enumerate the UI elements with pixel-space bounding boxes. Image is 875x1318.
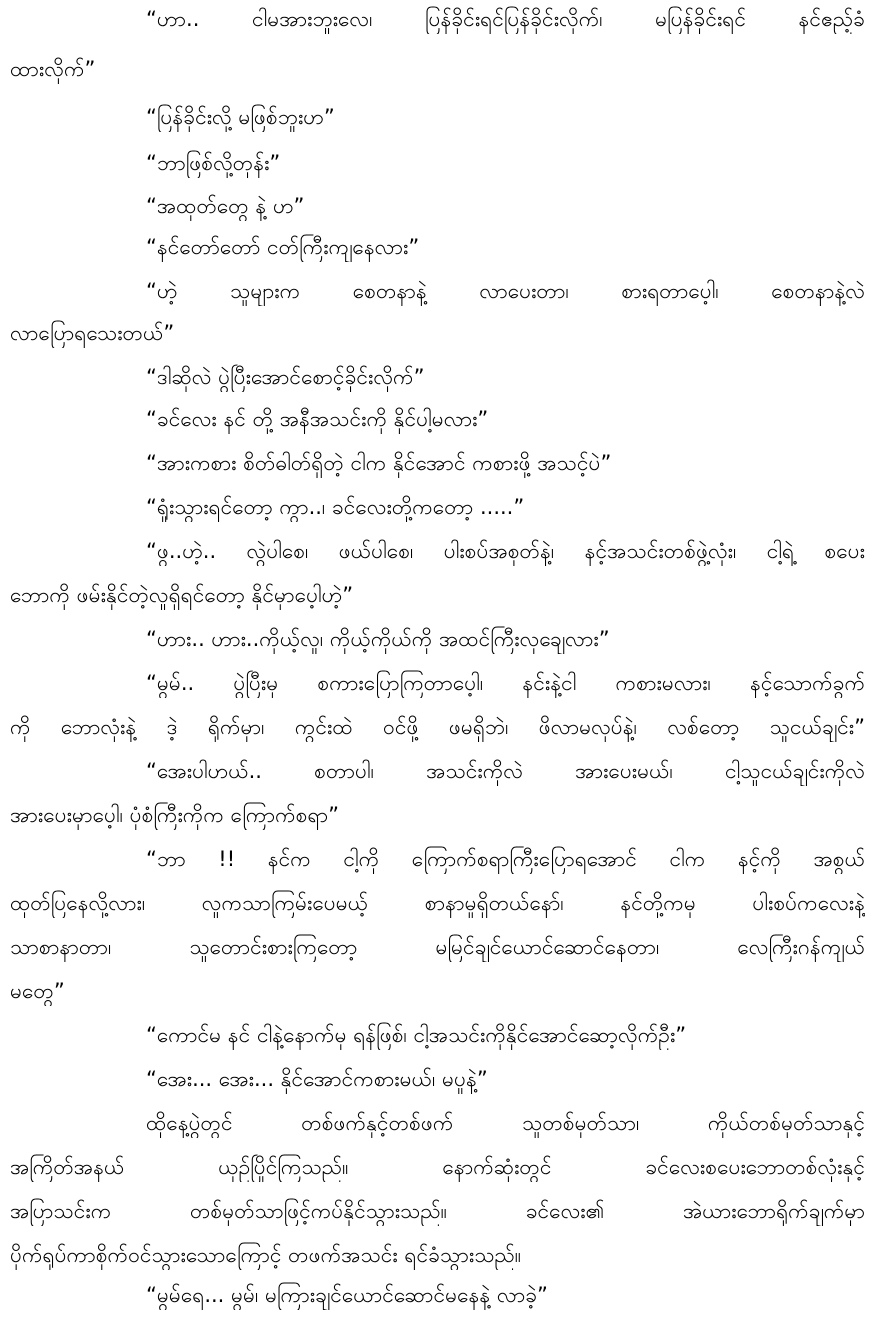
text-line-20: “ဘာ !! နင်က ငါ့ကို ကြောက်စရာကြီးပြောရအောင် ငါက နင့်ကို အစွယ် [146,847,865,871]
text-line-30: “မွမ်ရေ... မွမ်၊ မကြားချင်ယောင်ဆောင်မနေနဲ့ လာခဲ့” [146,1283,548,1307]
text-line-19: အားပေးမှာပေ့ါ၊ ပုံစံကြီးကိုက ကြောက်စရာ” [10,803,340,827]
text-line-24: “ကောင်မ နင် ငါနဲ့နောက်မှ ရန်ဖြစ်၊ ငါ့အသင်းကိုနိုင်အောင်ဆော့လိုက်ဦး” [146,1023,687,1047]
text-line-3: “ပြန်ခိုင်းလို့ မဖြစ်ဘူးဟ” [146,105,335,129]
text-line-25: “အေး... အေး... နိုင်အောင်ကစားမယ်၊ မပူနဲ့” [146,1067,488,1091]
text-line-6: “နင်တော်တော် ငတ်ကြီးကျနေလား” [146,235,420,259]
text-line-8: လာပြောရသေးတယ်” [10,321,175,345]
text-line-29: ပိုက်ရုပ်ကာစိုက်ဝင်သွားသောကြောင့် တဖက်အသင်း ရင်ခံသွားသည်။ [10,1243,522,1267]
text-line-15: “ဟား.. ဟား..ကိုယ့်လူ၊ ကိုယ့်ကိုယ်ကို အထင်ကြီးလှချေလား” [146,627,610,651]
text-line-2: ထားလိုက်” [10,57,96,81]
text-line-11: “အားကစား စိတ်ဓါတ်ရှိတဲ့ ငါက နိုင်အောင် ကစားဖို့ အသင့်ပဲ” [146,451,612,475]
text-line-22: သာစာနာတာ၊ သူတောင်းစားကြတော့ မမြင်ချင်ယောင်ဆောင်နေတာ၊ လေကြီးဂန်ကျယ် [10,935,865,959]
text-line-17: ကို ဘောလုံးနဲ့ ဒဲ့ ရိုက်မှာ၊ ကွင်းထဲ ဝင်ဖို့ ဖမရှိဘဲ၊ ဖိလာမလုပ်နဲ့၊ လစ်တော့ သူငယ်ချင်း” [10,715,865,739]
text-line-28: အပြာသင်းက တစ်မှတ်သာဖြင့်ကပ်နိုင်သွားသည်။ ခင်လေး၏ အဲယားဘောရိုက်ချက်မှာ [10,1199,865,1223]
text-line-12: “ရှုံးသွားရင်တော့ ကွာ..၊ ခင်လေးတို့ကတော့ .....” [146,495,525,519]
text-line-7: “ဟဲ့ သူများက စေတနာနဲ့ လာပေးတာ၊ စားရတာပေ့ါ၊ စေတနာနဲ့လဲ [146,279,865,303]
text-line-10: “ခင်လေး နင် တို့ အနီအသင်းကို နိုင်ပါ့မလား” [146,407,489,431]
text-line-14: ဘောကို ဖမ်းနိုင်တဲ့လူရှိရင်တော့ နိုင်မှာပေ့ါဟဲ့” [10,583,354,607]
text-line-13: “ဖွ..ဟဲ့.. လွဲပါစေ၊ ဖယ်ပါစေ၊ ပါးစပ်အစုတ်နဲ့၊ နင့်အသင်းတစ်ဖွဲ့လုံး၊ ငါ့ရဲ့ စပေး [146,539,865,563]
text-line-1: “ဟာ.. ငါမအားဘူးလေ၊ ပြန်ခိုင်းရင်ပြန်ခိုင်းလိုက်၊ မပြန်ခိုင်းရင် နင်ဧည့်ခံ [146,7,865,31]
text-line-23: မတွေ” [10,979,65,1003]
text-line-5: “အထုတ်တွေ နဲ့ ဟ” [146,194,305,218]
text-line-21: ထုတ်ပြနေလို့လား၊ လူကသာကြမ်းပေမယ့် စာနာမှုရှိတယ်နော်၊ နင်တို့ကမှ ပါးစပ်ကလေးနဲ့ [10,891,865,915]
text-line-16: “မွမ်.. ပွဲပြီးမှ စကားပြောကြတာပေ့ါ၊ နင်းနဲ့ငါ ကစားမလား၊ နင့်သောက်ခွက် [146,671,865,695]
text-line-18: “အေးပါဟယ်.. စတာပါ၊ အသင်းကိုလဲ အားပေးမယ်၊ ငါ့သူငယ်ချင်းကိုလဲ [146,759,865,783]
text-line-27: အကြိတ်အနယ် ယှဉ်ပြိုင်ကြသည်။ နောက်ဆုံးတွင် ခင်လေးစပေးဘောတစ်လုံးနှင့် [10,1155,865,1179]
text-line-4: “ဘာဖြစ်လို့တုန်း” [146,151,281,175]
text-line-9: “ဒါဆိုလဲ ပွဲပြီးအောင်စောင့်ခိုင်းလိုက်” [146,365,425,389]
text-line-26: ထိုနေ့ပွဲတွင် တစ်ဖက်နှင့်တစ်ဖက် သူတစ်မှတ်သာ၊ ကိုယ်တစ်မှတ်သာနှင့် [146,1111,865,1135]
